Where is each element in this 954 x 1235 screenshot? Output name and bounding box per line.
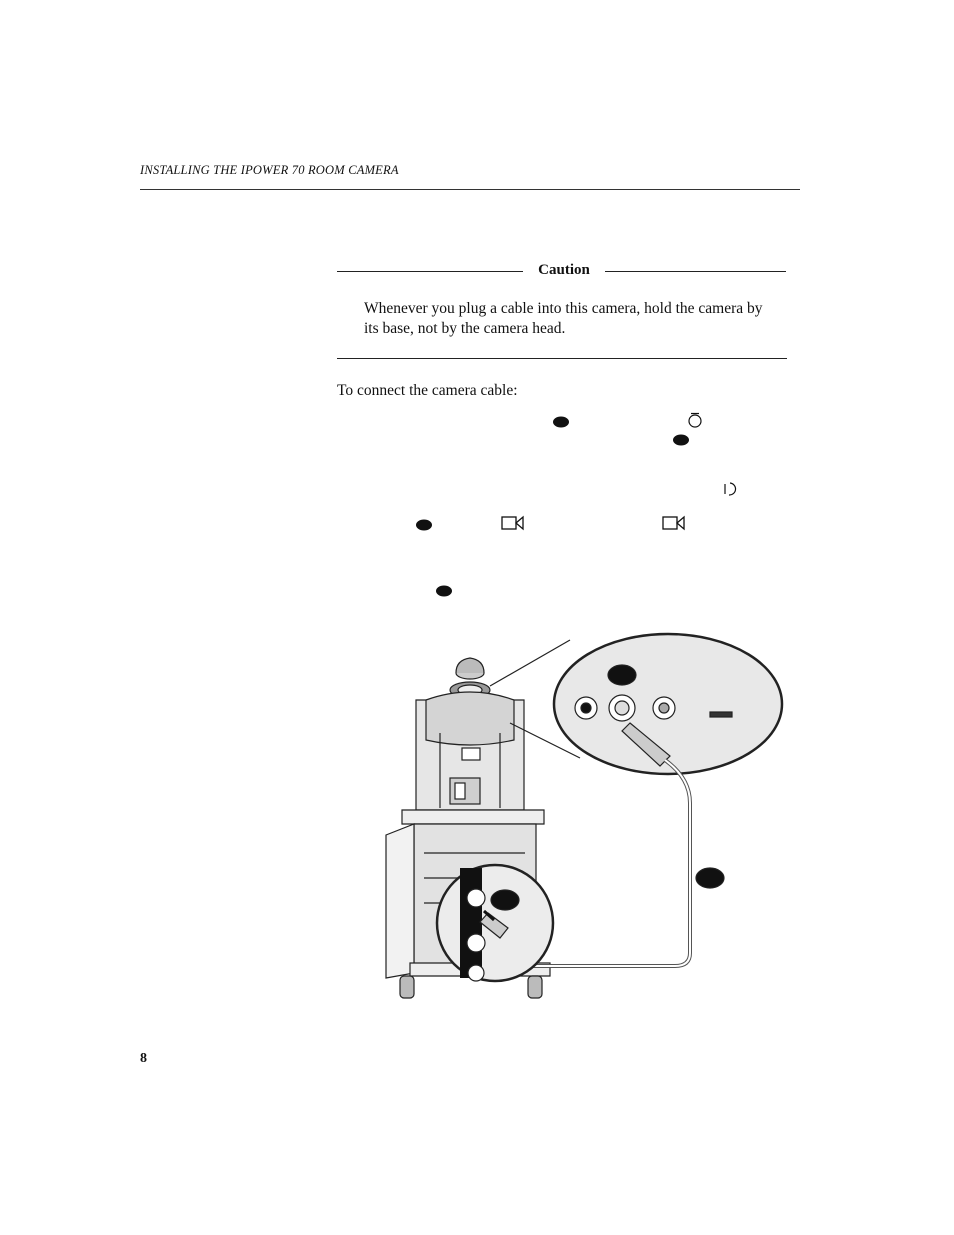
cart-port-detail (437, 865, 553, 981)
step-callout-icon (672, 434, 690, 446)
caution-body: Whenever you plug a cable into this camera, hold the camera by its base, not by the camera head. (364, 300, 763, 337)
caution-rule-right (605, 271, 786, 272)
tv-monitor (416, 692, 524, 810)
camera-port-icon (661, 514, 687, 532)
running-head: INSTALLING THE IPOWER 70 ROOM CAMERA (140, 163, 399, 177)
step-callout-icon (415, 519, 433, 531)
power-circle-icon (686, 411, 704, 429)
step-callout-icon (552, 416, 570, 428)
instructions-intro: To connect the camera cable: (337, 382, 518, 399)
power-circle-icon (722, 480, 740, 498)
page-number: 8 (140, 1051, 147, 1066)
camera-back-panel-detail (554, 634, 782, 774)
step-callout-icon (435, 585, 453, 597)
caution-rule-left (337, 271, 523, 272)
caution-title: Caution (538, 262, 590, 278)
camera-port-icon (500, 514, 526, 532)
camera-connection-illustration (380, 628, 790, 1008)
header-rule (140, 189, 800, 190)
caution-rule-bottom (337, 358, 787, 359)
